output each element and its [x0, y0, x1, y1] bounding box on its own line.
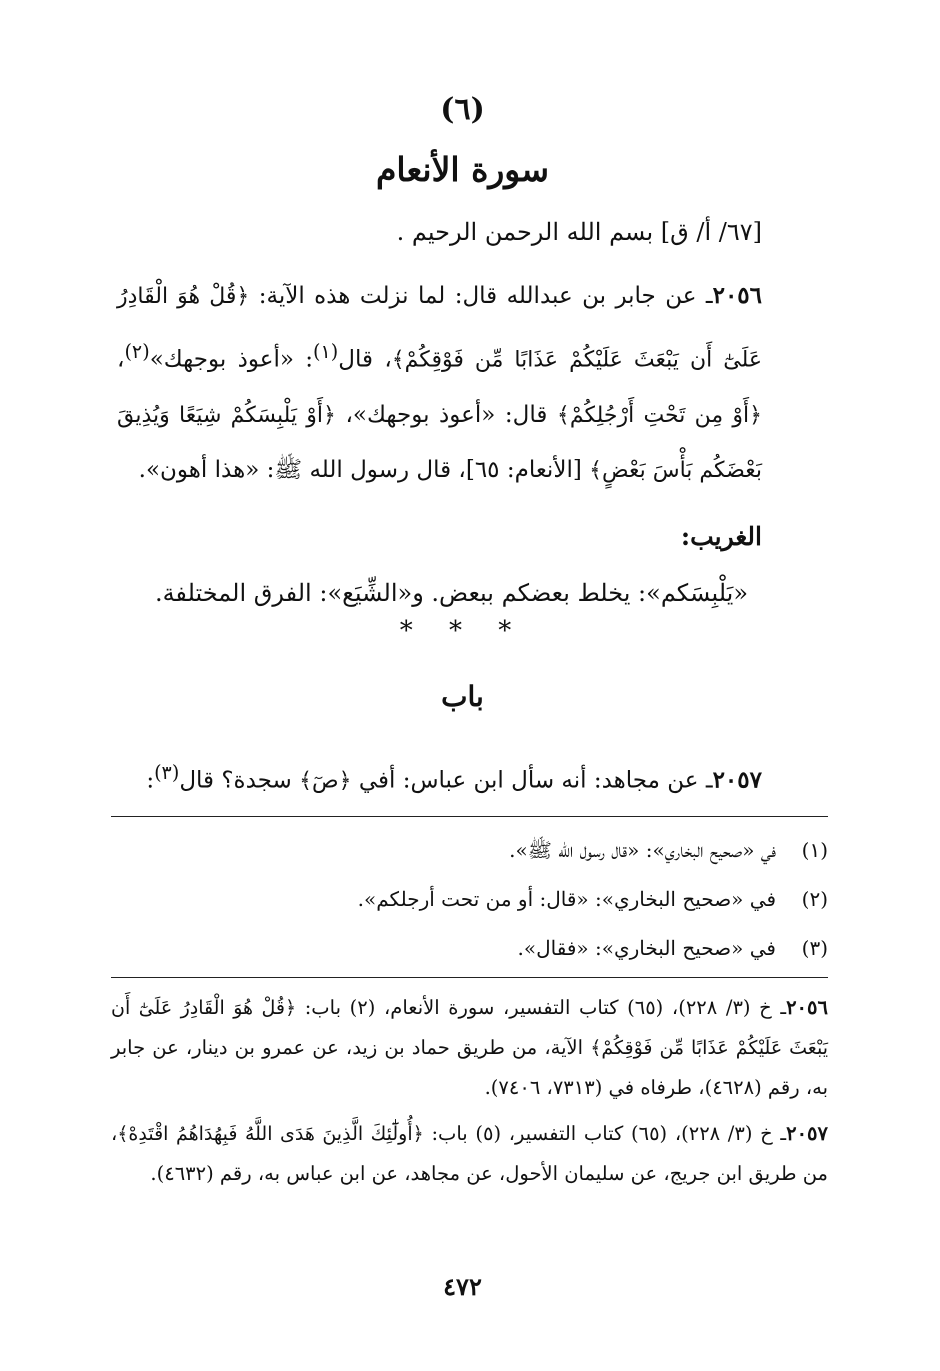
quran-verse: ﴿أَوْ يَلْبِسَكُمْ شِيَعًا وَيُذِيقَ بَعْضَكُم بَأْسَ بَعْضٍ﴾: [117, 402, 762, 483]
surah-title: سورة الأنعام: [376, 150, 549, 189]
footnote-number: (٢): [801, 887, 828, 911]
chapter-number: (٦): [440, 92, 485, 127]
footnote-number: (٣): [801, 936, 828, 960]
takhrij-number: ٢٠٥٦: [786, 996, 828, 1019]
footnote: [111, 875, 828, 924]
hadith-text: سجدة؟ قال: [179, 767, 292, 794]
quran-verse: ﴿أَوْ مِن تَحْتِ أَرْجُلِكُمْ﴾: [556, 402, 762, 428]
takhrij-section: [111, 988, 828, 1200]
takhrij-text: ـ خ (٣/ ٢٢٨)، (٦٥) كتاب التفسير، سورة الأنعام، (٢) باب:: [304, 996, 787, 1019]
footnote-text: في «صحيح البخاري»: «قال: أو من تحت أرجلكم».: [357, 887, 776, 911]
takhrij-text: ، من طريق ابن جريج، عن سليمان الأحول، عن مجاهد، عن ابن عباس به، رقم (٤٦٣٢).: [111, 1122, 828, 1185]
hadith-text: ـ عن مجاهد: أنه سأل ابن عباس: أفي: [358, 767, 713, 794]
footnote-divider: [111, 816, 828, 817]
hadith-2056: [117, 268, 762, 498]
takhrij-entry: [111, 1114, 828, 1194]
footnote-text: في «صحيح البخاري»: «قال رسول الله ﷺ».: [509, 838, 776, 862]
footnote-number: (١): [801, 838, 828, 862]
takhrij-number: ٢٠٥٧: [786, 1122, 828, 1145]
footnote: [111, 924, 828, 973]
takhrij-divider: [111, 977, 828, 978]
hadith-text: ،: [117, 346, 125, 373]
hadith-text: قال: «أعوذ بوجهك»،: [345, 401, 548, 428]
hadith-text: [الأنعام: ٦٥]، قال رسول الله ﷺ: «هذا أهون».: [138, 456, 582, 483]
main-text: [117, 210, 762, 618]
footnote-ref: (١): [313, 340, 339, 363]
quran-verse: ﴿أُولَٰٓئِكَ الَّذِينَ هَدَى اللَّهُ فَبِهُدَاهُمُ اقْتَدِهْ﴾: [117, 1123, 424, 1145]
quran-verse: ﴿قُلْ هُوَ الْقَادِرُ عَلَىٰٓ أَن يَبْعَثَ عَلَيْكُمْ عَذَابًا مِّن فَوْقِكُمْ﴾: [117, 284, 762, 373]
gharib-heading: الغريب:: [680, 521, 762, 551]
hadith-number: ٢٠٥٦: [712, 282, 763, 309]
basmala-line: [٦٧/ أ/ ق] بسم الله الرحمن الرحيم .: [396, 218, 762, 246]
quran-verse: ﴿صٓ﴾: [299, 768, 352, 794]
takhrij-entry: [111, 988, 828, 1108]
quran-verse: ﴿قُلْ هُوَ الْقَادِرُ عَلَىٰٓ أَن يَبْعَثَ عَلَيْكُمْ عَذَابًا مِّن فَوْقِكُمْ﴾: [111, 997, 828, 1059]
footnote: [111, 826, 828, 875]
hadith-text: ، قال: [338, 346, 392, 373]
bab-title: باب: [441, 680, 484, 713]
footnote-text: في «صحيح البخاري»: «فقال».: [517, 936, 776, 960]
footnote-ref: (٢): [124, 340, 150, 363]
section-separator: * * *: [399, 616, 526, 646]
gharib-text: «يَلْبِسَكم»: يخلط بعضكم ببعض. و«الشِّيَع»: الفرق المختلفة.: [154, 578, 748, 607]
page-number: ٤٧٢: [443, 1272, 482, 1301]
footnotes: [111, 826, 828, 973]
hadith-text: ـ عن جابر بن عبدالله قال: لما نزلت هذه الآية:: [258, 283, 713, 309]
footnote-ref: (٣): [154, 761, 180, 784]
hadith-text: :: [146, 767, 155, 794]
hadith-2057: [117, 748, 762, 807]
hadith-number: ٢٠٥٧: [712, 766, 762, 794]
takhrij-text: ـ خ (٣/ ٢٢٨)، (٦٥) كتاب التفسير، (٥) باب:: [431, 1122, 787, 1145]
hadith-text: : «أعوذ بوجهك»: [149, 346, 314, 373]
takhrij-text: الآية، من طريق حماد بن زيد، عن عمرو بن دينار، عن جابر به، رقم (٤٦٢٨)، طرفاه في (٧٣١٣، ٧٤٠٦).: [111, 1036, 828, 1099]
